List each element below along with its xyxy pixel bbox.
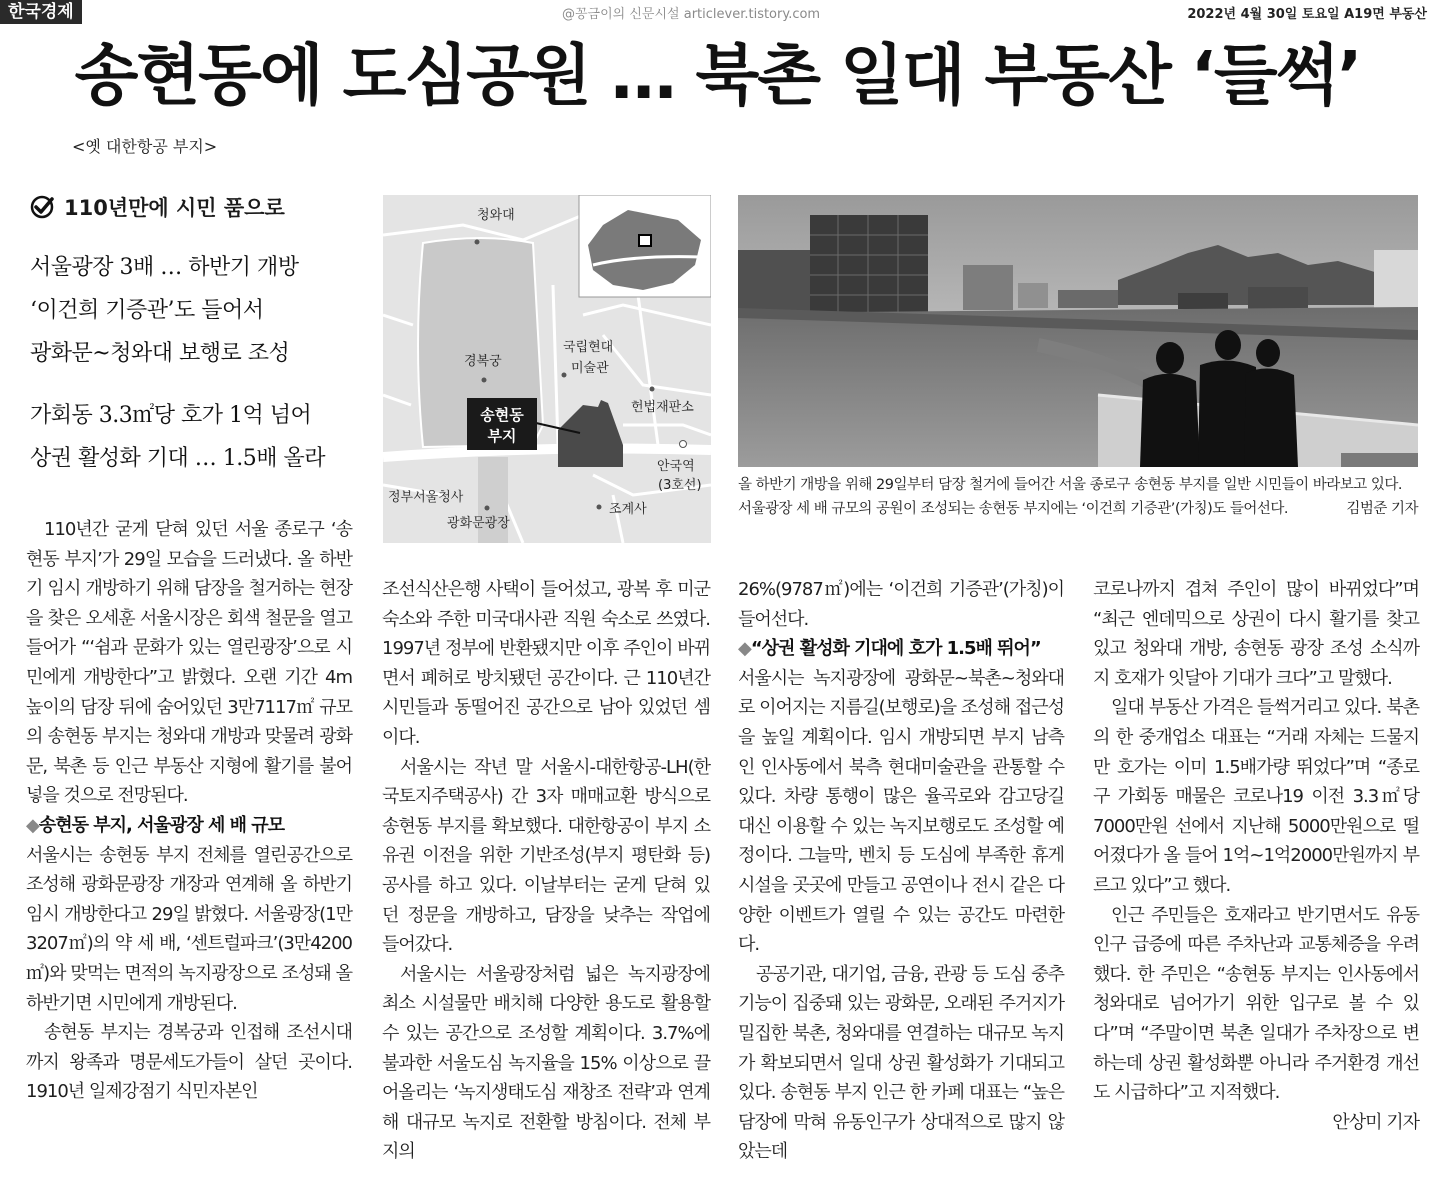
map-label-plaza: 광화문광장 (447, 516, 510, 531)
map-label-gyeongbokgung: 경복궁 (464, 354, 502, 369)
diamond-icon: ◆ (26, 814, 39, 836)
map-label-site: 송현동 (480, 406, 524, 424)
dateline: 2022년 4월 30일 토요일 A19면 부동산 (1187, 7, 1427, 22)
paragraph: 송현동 부지는 경복궁과 인접해 조선시대까지 왕족과 명문세도가들이 살던 곳이다. 1910년 일제강점기 식민자본인 (26, 1022, 352, 1103)
article-column-4 (1093, 575, 1419, 1137)
paragraph: 서울시는 송현동 부지 전체를 열린공간으로 조성해 광화문광장 개장과 연계해 올 하반기 임시 개방한다고 29일 밝혔다. 서울광장(1만3207㎡)의 약 세 배, ‘센트럴파크’(3만4200㎡)와 맞먹는 면적의 녹지광장으로 조성돼 올 하반기면 시민에게 개방된다. (26, 844, 352, 1014)
map-label-anguk: 안국역 (657, 459, 695, 474)
deck-line: ‘이건희 기증관’도 들어서 (30, 298, 264, 323)
section-heading (738, 634, 1064, 664)
map-label-mmca: 국립현대 (563, 340, 614, 355)
map-label-site-2: 부지 (487, 427, 517, 445)
blog-watermark: @꽁금이의 신문시설 articlever.tistory.com (562, 7, 821, 22)
article-column-2 (382, 575, 710, 1167)
paragraph: 코로나까지 겹쳐 주인이 많이 바뀌었다”며 “최근 엔데믹으로 상권이 다시 활기를 찾고 있고 청와대 개방, 송현동 광장 조성 소식까지 호재가 잇달아 기대가 크다”고 말했다. (1093, 579, 1419, 689)
map-label-mmca-2: 미술관 (571, 361, 609, 376)
map-label-cheongwadae: 청와대 (477, 208, 515, 223)
deck-line: 광화문~청와대 보행로 조성 (30, 341, 290, 366)
photo-caption (738, 473, 1418, 521)
diamond-icon: ◆ (738, 638, 751, 660)
deck-line: 상권 활성화 기대 … 1.5배 올라 (30, 446, 325, 471)
paragraph: 서울시는 서울광장처럼 넓은 녹지광장에 최소 시설물만 배치해 다양한 용도로 활용할 수 있는 공간으로 조성할 계획이다. 3.7%에 불과한 서울도심 녹지율을 15% 이상으로 끌어올리는 ‘녹지생태도심 재창조 전략’과 연계해 대규모 녹지로 전환할 방침이다. 전체 부지의 (382, 963, 710, 1163)
paragraph: 110년간 굳게 닫혀 있던 서울 종로구 ‘송현동 부지’가 29일 모습을 드러냈다. 올 하반기 임시 개방하기 위해 담장을 철거하는 현장을 찾은 오세훈 서울시장은 회색 철문을 열고 들어가 “‘쉼과 문화가 있는 열린광장’으로 시민에게 개방한다”고 밝혔다. 오랜 기간 4m 높이의 담장 뒤에 숨어있던 3만7117㎡ 규모의 송현동 부지는 청와대 개방과 맞물려 광화문, 북촌 등 인근 부동산 지형에 활기를 불어넣을 것으로 전망된다. (26, 519, 352, 807)
site-photo (738, 195, 1418, 467)
newspaper-logo: 한국경제 (0, 0, 82, 24)
caption-text: 올 하반기 개방을 위해 29일부터 담장 철거에 들어간 서울 종로구 송현동 부지를 일반 시민들이 바라보고 있다. 서울광장 세 배 규모의 공원이 조성되는 송현동 부지에는 ‘이건희 기증관’(가칭)도 들어선다. (738, 477, 1402, 517)
top-bar (0, 0, 1435, 26)
article-column-3 (738, 575, 1064, 1167)
paragraph: 서울시는 녹지광장에 광화문~북촌~청와대로 이어지는 지름길(보행로)을 조성해 접근성을 높일 계획이다. 임시 개방되면 부지 남측인 인사동에서 북측 현대미술관을 관통할 수 있다. 차량 통행이 많은 율곡로와 감고당길 대신 이용할 수 있는 녹지보행로도 조성할 예정이다. 그늘막, 벤치 등 도심에 부족한 휴게시설을 곳곳에 만들고 공연이나 전시 같은 다양한 이벤트가 열릴 수 있는 공간도 마련한다. (738, 667, 1064, 956)
map-label-jogyesa: 조계사 (609, 502, 647, 517)
headline: 송현동에 도심공원 … 북촌 일대 부동산 ‘들썩’ (74, 37, 1361, 114)
byline: 안상미 기자 (1332, 1111, 1419, 1133)
checkmark-icon (30, 195, 54, 219)
section-heading-text: 송현동 부지, 서울광장 세 배 규모 (38, 814, 285, 836)
paragraph: 인근 주민들은 호재라고 반기면서도 유동인구 급증에 따른 주차난과 교통체증을 우려했다. 한 주민은 “송현동 부지는 인사동에서 청와대로 넘어가기 위한 입구로 볼 수 있다”며 “주말이면 북촌 일대가 주차장으로 변하는데 상권 활성화뿐 아니라 주거환경 개선도 시급하다”고 지적했다. (1093, 904, 1419, 1104)
kicker (30, 192, 285, 222)
article-column-1 (26, 515, 352, 1107)
paragraph: 공공기관, 대기업, 금융, 관광 등 도심 중추 기능이 집중돼 있는 광화문, 오래된 주거지가 밀집한 북촌, 청와대를 연결하는 대규모 녹지가 확보되면서 일대 상권 활성화가 기대되고 있다. 송현동 부지 인근 한 카페 대표는 “높은 담장에 막혀 유동인구가 상대적으로 많지 않았는데 (738, 963, 1064, 1163)
map-label-court: 헌법재판소 (631, 400, 694, 415)
location-map (383, 195, 711, 543)
deck-line: 서울광장 3배 … 하반기 개방 (30, 255, 299, 280)
photo-credit: 김범준 기자 (1346, 501, 1418, 517)
paragraph: 조선식산은행 사택이 들어섰고, 광복 후 미군 숙소와 주한 미국대사관 직원 숙소로 쓰였다. 1997년 정부에 반환됐지만 이후 주인이 바뀌면서 폐허로 방치됐던 공간이다. 근 110년간 시민들과 동떨어진 공간으로 남아 있었던 셈이다. (382, 579, 710, 748)
section-heading-text: “상권 활성화 기대에 호가 1.5배 뛰어” (750, 638, 1041, 660)
paragraph: 26%(9787㎡)에는 ‘이건희 기증관’(가칭)이 들어선다. (738, 579, 1064, 630)
kicker-text: 110년만에 시민 품으로 (64, 196, 285, 220)
paragraph: 일대 부동산 가격은 들썩거리고 있다. 북촌의 한 중개업소 대표는 “거래 자체는 드물지만 호가는 이미 1.5배가량 뛰었다”며 “종로구 가회동 매물은 코로나19 이전 3.3㎡당 7000만원 선에서 지난해 5000만원으로 떨어졌다가 올 들어 1억~1억2000만원까지 부르고 있다”고 했다. (1093, 697, 1419, 896)
map-label-anguk-line: (3호선) (658, 478, 702, 493)
deck-summary-1 (30, 246, 299, 375)
paragraph: 서울시는 작년 말 서울시-대한항공-LH(한국토지주택공사) 간 3자 매매교환 방식으로 송현동 부지를 확보했다. 대한항공이 부지 소유권 이전을 위한 기반조성(부지 평탄화 등) 공사를 하고 있다. 이날부터는 굳게 닫혀 있던 정문을 개방하고, 담장을 낮추는 작업에 들어갔다. (382, 756, 710, 956)
map-label-govt: 정부서울청사 (388, 490, 464, 505)
deck-line: 가회동 3.3㎡당 호가 1억 넘어 (30, 403, 312, 428)
subhead: <옛 대한항공 부지> (72, 137, 218, 156)
section-heading (26, 811, 352, 841)
deck-summary-2 (30, 394, 325, 480)
